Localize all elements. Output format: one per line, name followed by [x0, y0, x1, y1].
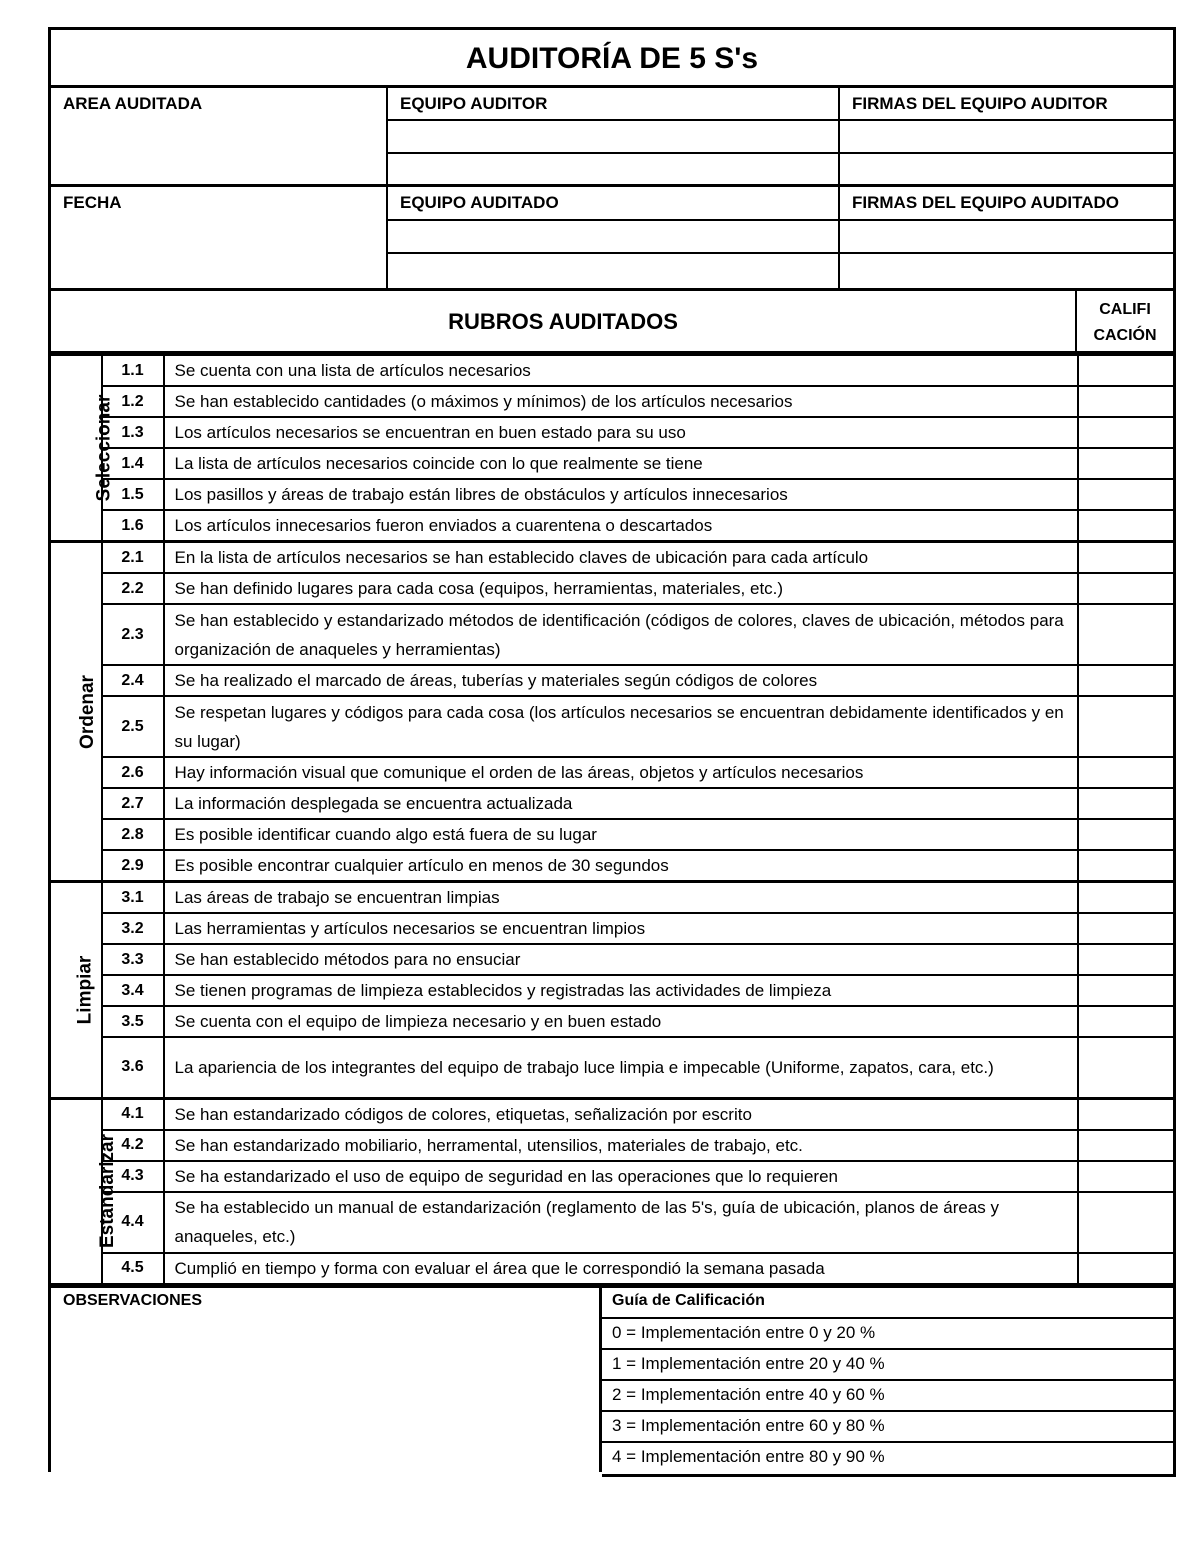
- item-text: Se han establecido y estandarizado métodos de identificación (códigos de colores, claves de ubicación, métodos para organización de anaqueles y herramientas): [164, 604, 1078, 665]
- item-number: 2.9: [102, 850, 164, 882]
- score-cell[interactable]: [1078, 355, 1175, 386]
- item-text: Se ha establecido un manual de estandarización (reglamento de las 5's, guía de ubicación, planos de áreas y anaqueles, etc.): [164, 1192, 1078, 1253]
- grading-guide-row: 2 = Implementación entre 40 y 60 %: [602, 1381, 1176, 1412]
- form-title: AUDITORÍA DE 5 S's: [48, 27, 1176, 85]
- score-cell[interactable]: [1078, 417, 1175, 448]
- table-row: [50, 448, 1175, 479]
- equipo-auditor-label: EQUIPO AUDITOR: [388, 88, 838, 121]
- item-text: Se ha realizado el marcado de áreas, tuberías y materiales según códigos de colores: [164, 665, 1078, 696]
- firmas-auditado-label: FIRMAS DEL EQUIPO AUDITADO: [840, 187, 1173, 221]
- item-number: 1.2: [102, 386, 164, 417]
- score-cell[interactable]: [1078, 1006, 1175, 1037]
- table-row: [50, 696, 1175, 757]
- item-number: 4.1: [102, 1098, 164, 1130]
- bottom-section: [48, 1285, 1176, 1472]
- item-text: Se han establecido métodos para no ensuciar: [164, 944, 1078, 975]
- firmas-auditor-field-1[interactable]: [840, 121, 1173, 154]
- section-label-cell: [50, 1098, 119, 1284]
- table-row: [50, 417, 1175, 448]
- item-number: 2.4: [102, 665, 164, 696]
- grading-guide-row: 0 = Implementación entre 0 y 20 %: [602, 1319, 1176, 1350]
- item-number: 4.4: [102, 1192, 164, 1253]
- item-number: 2.6: [102, 757, 164, 788]
- score-cell[interactable]: [1078, 696, 1175, 757]
- rubros-table: [48, 354, 1176, 1285]
- audit-form: [48, 27, 1176, 1472]
- equipo-auditor-field-1[interactable]: [388, 121, 838, 154]
- table-row: [50, 882, 1175, 914]
- table-row: [50, 944, 1175, 975]
- table-row: [50, 386, 1175, 417]
- table-row: [50, 542, 1175, 574]
- table-row: [50, 665, 1175, 696]
- score-cell[interactable]: [1078, 542, 1175, 574]
- firmas-auditor-field-2[interactable]: [840, 154, 1173, 187]
- item-text: Es posible identificar cuando algo está fuera de su lugar: [164, 819, 1078, 850]
- firmas-auditor-label: FIRMAS DEL EQUIPO AUDITOR: [840, 88, 1173, 121]
- score-cell[interactable]: [1078, 913, 1175, 944]
- firmas-auditor-column: [840, 88, 1173, 184]
- score-cell[interactable]: [1078, 944, 1175, 975]
- grading-guide: [599, 1288, 1176, 1472]
- score-cell[interactable]: [1078, 1192, 1175, 1253]
- score-cell[interactable]: [1078, 882, 1175, 914]
- table-row: [50, 355, 1175, 386]
- item-number: 3.5: [102, 1006, 164, 1037]
- score-cell[interactable]: [1078, 757, 1175, 788]
- item-number: 4.2: [102, 1130, 164, 1161]
- score-cell[interactable]: [1078, 604, 1175, 665]
- table-row: [50, 1253, 1175, 1284]
- grading-guide-row: 4 = Implementación entre 80 y 90 %: [602, 1443, 1176, 1477]
- score-cell[interactable]: [1078, 448, 1175, 479]
- grading-guide-title: Guía de Calificación: [602, 1288, 1176, 1319]
- table-row: [50, 1161, 1175, 1192]
- item-number: 2.5: [102, 696, 164, 757]
- equipo-auditor-column: [388, 88, 840, 184]
- item-number: 1.4: [102, 448, 164, 479]
- item-text: Las herramientas y artículos necesarios se encuentran limpios: [164, 913, 1078, 944]
- score-cell[interactable]: [1078, 510, 1175, 542]
- observaciones-label: OBSERVACIONES: [63, 1291, 202, 1309]
- item-text: Los artículos necesarios se encuentran en buen estado para su uso: [164, 417, 1078, 448]
- item-number: 2.1: [102, 542, 164, 574]
- equipo-auditado-field-1[interactable]: [388, 221, 838, 254]
- section-label: Seleccionar: [93, 394, 115, 502]
- calificacion-header-line-1: CALIFI: [1099, 301, 1151, 318]
- item-text: Se han estandarizado mobiliario, herramental, utensilios, materiales de trabajo, etc.: [164, 1130, 1078, 1161]
- item-text: Se tienen programas de limpieza establecidos y registradas las actividades de limpieza: [164, 975, 1078, 1006]
- section-label: Ordenar: [76, 674, 98, 749]
- item-text: La lista de artículos necesarios coincide con lo que realmente se tiene: [164, 448, 1078, 479]
- item-text: La información desplegada se encuentra actualizada: [164, 788, 1078, 819]
- item-number: 2.7: [102, 788, 164, 819]
- score-cell[interactable]: [1078, 1130, 1175, 1161]
- item-number: 2.2: [102, 573, 164, 604]
- table-row: [50, 1037, 1175, 1098]
- score-cell[interactable]: [1078, 1098, 1175, 1130]
- item-number: 1.6: [102, 510, 164, 542]
- equipo-auditado-column: [388, 187, 840, 288]
- table-row: [50, 1098, 1175, 1130]
- item-text: Los pasillos y áreas de trabajo están libres de obstáculos y artículos innecesarios: [164, 479, 1078, 510]
- item-number: 1.1: [102, 355, 164, 386]
- table-row: [50, 510, 1175, 542]
- item-text: Se ha estandarizado el uso de equipo de seguridad en las operaciones que lo requieren: [164, 1161, 1078, 1192]
- score-cell[interactable]: [1078, 819, 1175, 850]
- calificacion-header-line-2: CACIÓN: [1093, 327, 1157, 344]
- table-row: [50, 604, 1175, 665]
- table-row: [50, 913, 1175, 944]
- item-number: 3.3: [102, 944, 164, 975]
- item-number: 3.1: [102, 882, 164, 914]
- section-label: Estandarizar: [97, 1133, 119, 1249]
- fecha-cell[interactable]: [51, 187, 388, 288]
- item-text: Se cuenta con el equipo de limpieza necesario y en buen estado: [164, 1006, 1078, 1037]
- score-cell[interactable]: [1078, 850, 1175, 882]
- item-text: Cumplió en tiempo y forma con evaluar el área que le correspondió la semana pasada: [164, 1253, 1078, 1284]
- firmas-auditado-field-2[interactable]: [840, 254, 1173, 287]
- score-cell[interactable]: [1078, 573, 1175, 604]
- score-cell[interactable]: [1078, 975, 1175, 1006]
- item-number: 2.3: [102, 604, 164, 665]
- header-row-auditado: [48, 184, 1176, 288]
- table-row: [50, 1006, 1175, 1037]
- item-number: 1.5: [102, 479, 164, 510]
- item-text: Es posible encontrar cualquier artículo en menos de 30 segundos: [164, 850, 1078, 882]
- equipo-auditor-field-2[interactable]: [388, 154, 838, 187]
- score-cell[interactable]: [1078, 665, 1175, 696]
- score-cell[interactable]: [1078, 1161, 1175, 1192]
- table-row: [50, 819, 1175, 850]
- firmas-auditado-field-1[interactable]: [840, 221, 1173, 254]
- item-text: Las áreas de trabajo se encuentran limpias: [164, 882, 1078, 914]
- item-number: 4.3: [102, 1161, 164, 1192]
- area-auditada-cell[interactable]: [51, 88, 388, 184]
- calificacion-header: [1077, 291, 1173, 351]
- item-text: Se cuenta con una lista de artículos necesarios: [164, 355, 1078, 386]
- equipo-auditado-label: EQUIPO AUDITADO: [388, 187, 838, 221]
- section-label-cell: [50, 542, 102, 882]
- item-number: 4.5: [102, 1253, 164, 1284]
- score-cell[interactable]: [1078, 788, 1175, 819]
- item-text: Se han definido lugares para cada cosa (equipos, herramientas, materiales, etc.): [164, 573, 1078, 604]
- item-text: En la lista de artículos necesarios se han establecido claves de ubicación para cada artículo: [164, 542, 1078, 574]
- header-row-auditor: [48, 85, 1176, 184]
- table-row: [50, 788, 1175, 819]
- item-number: 3.4: [102, 975, 164, 1006]
- grading-guide-row: 1 = Implementación entre 20 y 40 %: [602, 1350, 1176, 1381]
- item-text: Hay información visual que comunique el orden de las áreas, objetos y artículos necesarios: [164, 757, 1078, 788]
- item-number: 3.6: [102, 1037, 164, 1098]
- score-cell[interactable]: [1078, 1253, 1175, 1284]
- section-label-cell: [50, 882, 102, 1099]
- grading-guide-row: 3 = Implementación entre 60 y 80 %: [602, 1412, 1176, 1443]
- equipo-auditado-field-2[interactable]: [388, 254, 838, 287]
- item-number: 1.3: [102, 417, 164, 448]
- item-number: 3.2: [102, 913, 164, 944]
- item-number: 2.8: [102, 819, 164, 850]
- item-text: Se han estandarizado códigos de colores, etiquetas, señalización por escrito: [164, 1098, 1078, 1130]
- rubros-title: RUBROS AUDITADOS: [51, 291, 1077, 351]
- score-cell[interactable]: [1078, 479, 1175, 510]
- observaciones-box[interactable]: [51, 1288, 599, 1472]
- fecha-label: FECHA: [63, 193, 122, 212]
- section-label-cell: [50, 355, 115, 542]
- firmas-auditado-column: [840, 187, 1173, 288]
- rubros-header: [48, 288, 1176, 354]
- item-text: La apariencia de los integrantes del equipo de trabajo luce limpia e impecable (Uniforme, zapatos, cara, etc.): [164, 1037, 1078, 1098]
- section-label: Limpiar: [74, 955, 96, 1025]
- table-row: [50, 1130, 1175, 1161]
- table-row: [50, 757, 1175, 788]
- score-cell[interactable]: [1078, 1037, 1175, 1098]
- item-text: Se respetan lugares y códigos para cada cosa (los artículos necesarios se encuentran debidamente identificados y en su lugar): [164, 696, 1078, 757]
- table-row: [50, 850, 1175, 882]
- table-row: [50, 1192, 1175, 1253]
- item-text: Se han establecido cantidades (o máximos y mínimos) de los artículos necesarios: [164, 386, 1078, 417]
- area-auditada-label: AREA AUDITADA: [63, 94, 203, 113]
- table-row: [50, 975, 1175, 1006]
- item-text: Los artículos innecesarios fueron enviados a cuarentena o descartados: [164, 510, 1078, 542]
- score-cell[interactable]: [1078, 386, 1175, 417]
- table-row: [50, 479, 1175, 510]
- table-row: [50, 573, 1175, 604]
